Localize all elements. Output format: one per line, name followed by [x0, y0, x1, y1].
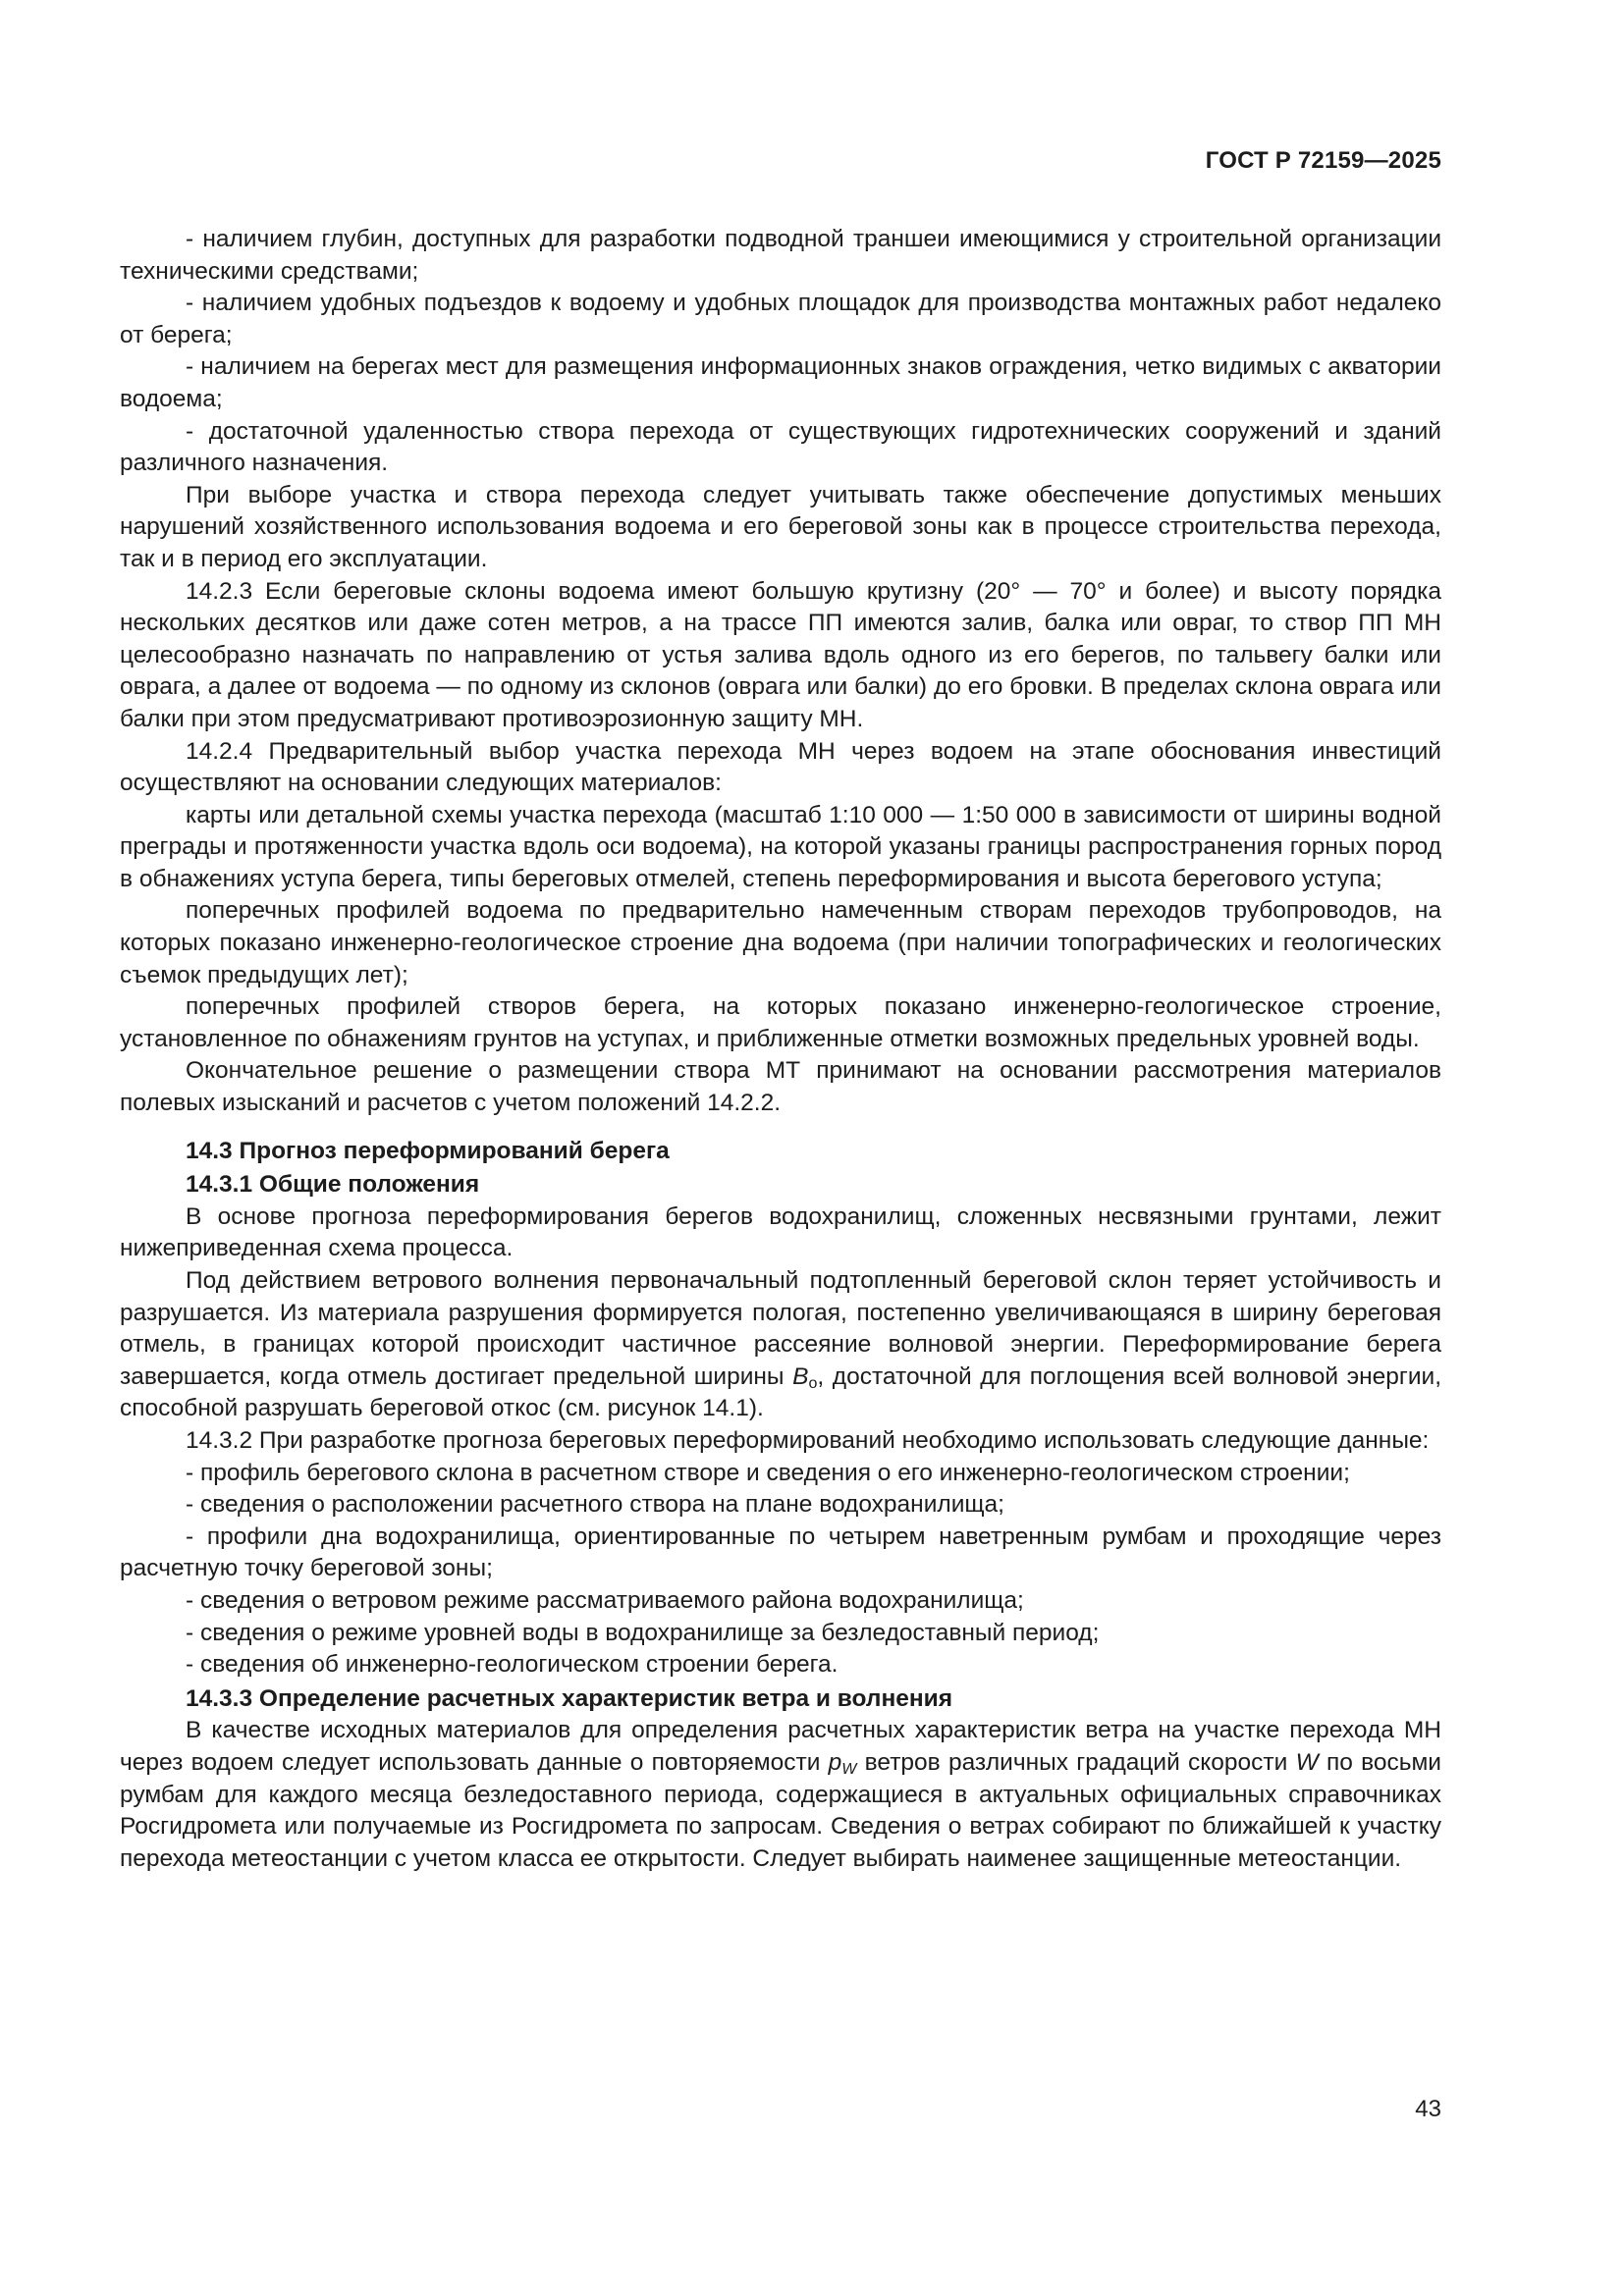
- variable-b: B: [792, 1362, 809, 1390]
- list-item: - сведения о режиме уровней воды в водохранилище за безледоставный период;: [186, 1619, 1100, 1646]
- section-heading-14-3: 14.3 Прогноз переформирований берега: [186, 1137, 670, 1164]
- paragraph: поперечных профилей водоема по предварительно намеченным створам переходов трубопроводов, на которых показано инженерно-геологическое строение дна водоема (при наличии топографических и геологических съемок предыдущих лет);: [120, 897, 1441, 988]
- subscript-w: [841, 1761, 856, 1778]
- paragraph: - наличием удобных подъездов к водоему и удобных площадок для производства монтажных работ недалеко от берега;: [120, 290, 1441, 348]
- paragraph: Окончательное решение о размещении створа МТ принимают на основании рассмотрения материалов полевых изысканий и расчетов с учетом положений 14.2.2.: [120, 1057, 1441, 1117]
- paragraph-with-formula: [120, 1265, 1441, 1425]
- subsection-heading-14-3-3: 14.3.3 Определение расчетных характеристик ветра и волнения: [186, 1684, 953, 1712]
- paragraph: - достаточной удаленностью створа перехода от существующих гидротехнических сооружений и зданий различного назначения.: [120, 417, 1441, 477]
- list-item: - профиль берегового склона в расчетном створе и сведения о его инженерно-геологическом строении;: [186, 1459, 1350, 1486]
- text-run: ветров различных градаций скорости: [856, 1748, 1296, 1776]
- subscript-o: o: [808, 1374, 818, 1392]
- paragraph: карты или детальной схемы участка перехода (масштаб 1:10 000 — 1:50 000 в зависимости от ширины водной преграды и протяженности участка вдоль оси водоема), на которой указаны границы распространения горных пород в обнажениях уступа берега, типы береговых отмелей, степень переформирования и высота берегового уступа;: [120, 801, 1441, 892]
- text-run: по восьми румбам для каждого месяца безледоставного периода, содержащиеся в актуальных официальных справочниках Росгидромета или получаемые из Росгидромета по запросам. Сведения о ветрах собирают по ближайшей к участку перехода метеостанции с учетом класса ее открытости. Следует выбирать наименее защищенные метеостанции.: [120, 1748, 1441, 1872]
- list-item: - сведения об инженерно-геологическом строении берега.: [186, 1651, 839, 1679]
- paragraph: 14.3.2 При разработке прогноза береговых переформирований необходимо использовать следующие данные:: [186, 1426, 1430, 1454]
- paragraph: 14.2.4 Предварительный выбор участка перехода МН через водоем на этапе обоснования инвестиций осуществляют на основании следующих материалов:: [120, 737, 1441, 797]
- paragraph: - наличием на берегах мест для размещения информационных знаков ограждения, четко видимых с акватории водоема;: [120, 353, 1441, 412]
- page-number: 43: [1415, 2096, 1441, 2122]
- text-run: Под действием ветрового волнения первоначальный подтопленный береговой склон теряет устойчивость и разрушается. Из материала разрушения формируется пологая, постепенно увеличивающаяся в ширину береговая отмель, в границах которой происходит частичное рассеяние волновой энергии. Переформирование берега завершается, когда отмель достигает предельной ширины: [120, 1267, 1441, 1390]
- paragraph: При выборе участка и створа перехода следует учитывать также обеспечение допустимых меньших нарушений хозяйственного использования водоема и его береговой зоны как в процессе строительства перехода, так и в период его эксплуатации.: [120, 481, 1441, 572]
- variable-w: W: [1295, 1748, 1319, 1776]
- paragraph: В основе прогноза переформирования берегов водохранилищ, сложенных несвязными грунтами, лежит нижеприведенная схема процесса.: [120, 1202, 1441, 1262]
- list-item: - сведения о ветровом режиме рассматриваемого района водохранилища;: [186, 1586, 1024, 1614]
- text-run: , достаточной для поглощения всей волновой энергии, способной разрушать береговой откос (см. рисунок 14.1).: [120, 1362, 1442, 1422]
- variable-p: p: [828, 1748, 842, 1776]
- paragraph: - наличием глубин, доступных для разработки подводной траншеи имеющимися у строительной организации техническими средствами;: [120, 226, 1441, 285]
- list-item: - сведения о расположении расчетного створа на плане водохранилища;: [186, 1491, 1004, 1519]
- text-run: В качестве исходных материалов для определения расчетных характеристик ветра на участке перехода МН через водоем следует использовать данные о повторяемости: [120, 1717, 1441, 1776]
- paragraph-with-formula: [120, 1715, 1441, 1875]
- subscript-w-text: W: [841, 1760, 857, 1778]
- document-id-header: ГОСТ Р 72159—2025: [1205, 147, 1441, 174]
- subsection-heading-14-3-1: 14.3.1 Общие положения: [186, 1171, 480, 1199]
- paragraph: 14.2.3 Если береговые склоны водоема имеют большую крутизну (20° — 70° и более) и высоту порядка нескольких десятков или даже сотен метров, а на трассе ПП имеются залив, балка или овраг, то створ ПП МН целесообразно назначать по направлению от устья залива вдоль одного из его берегов, по тальвегу балки или оврага, а далее от водоема — по одному из склонов (оврага или балки) до его бровки. В пределах склона оврага или балки при этом предусматривают противоэрозионную защиту МН.: [120, 577, 1441, 732]
- document-body: [120, 224, 1441, 1875]
- list-item: - профили дна водохранилища, ориентированные по четырем наветренным румбам и проходящие через расчетную точку береговой зоны;: [120, 1522, 1441, 1582]
- paragraph: поперечных профилей створов берега, на которых показано инженерно-геологическое строение, установленное по обнажениям грунтов на уступах, и приближенные отметки возможных предельных уровней воды.: [120, 993, 1441, 1052]
